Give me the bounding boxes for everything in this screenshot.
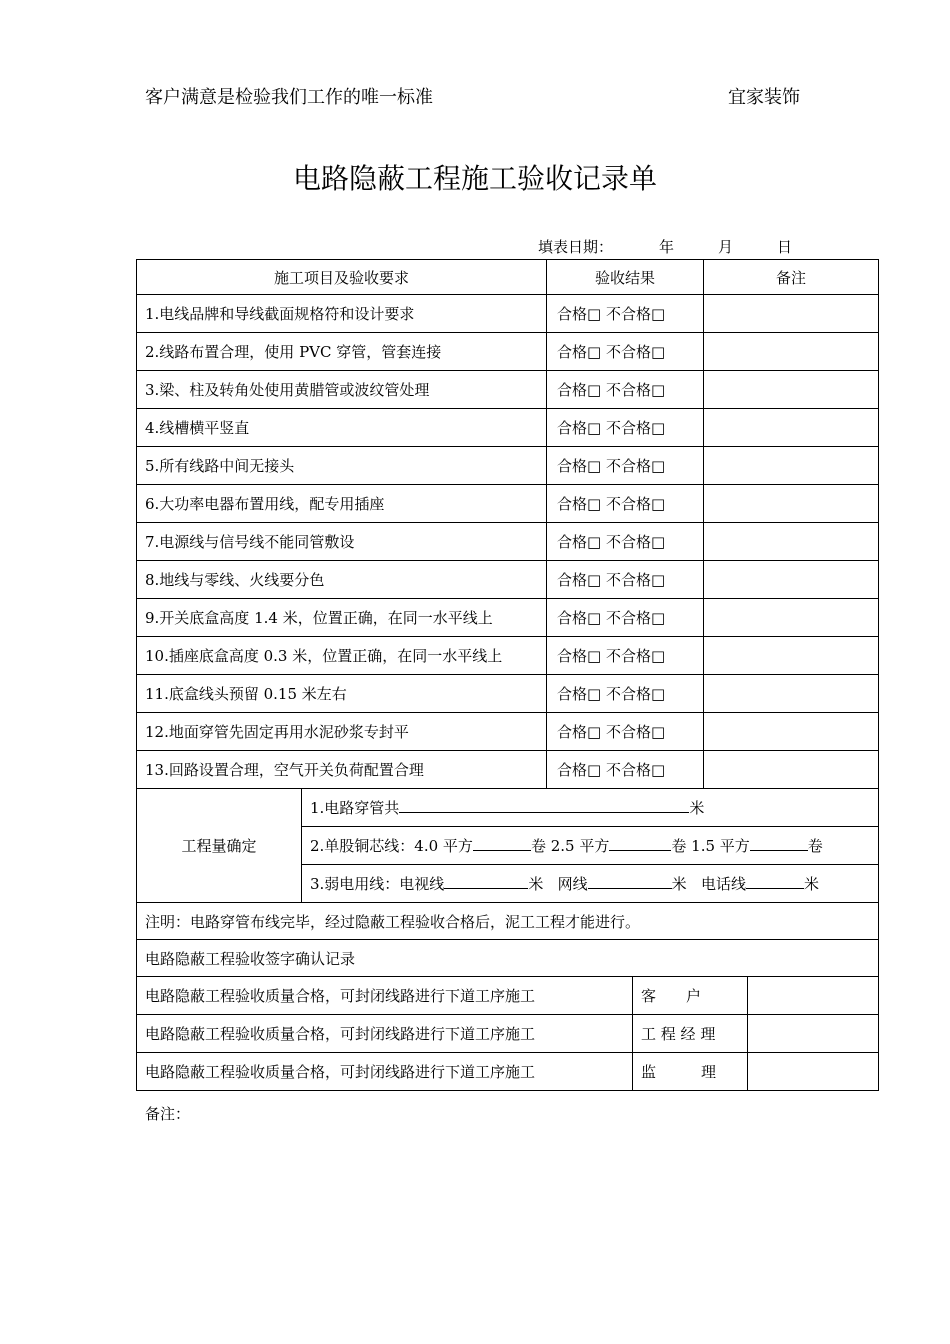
table-row <box>137 485 879 523</box>
item-result-checkboxes[interactable]: 合格□ 不合格□ <box>547 561 704 599</box>
table-row <box>137 371 879 409</box>
item-remark-cell[interactable] <box>704 523 879 561</box>
item-remark-cell[interactable] <box>704 447 879 485</box>
sign-row <box>137 1053 879 1091</box>
inspection-table <box>136 259 879 1091</box>
item-remark-cell[interactable] <box>704 637 879 675</box>
item-result-checkboxes[interactable]: 合格□ 不合格□ <box>547 675 704 713</box>
wire-4mm-blank[interactable] <box>473 835 531 851</box>
signature-cell[interactable] <box>748 1015 879 1053</box>
table-row <box>137 333 879 371</box>
wire-1-5mm-blank[interactable] <box>750 835 808 851</box>
date-year-label: 年 <box>659 238 675 256</box>
item-remark-cell[interactable] <box>704 485 879 523</box>
header-result: 验收结果 <box>547 260 704 295</box>
item-remark-cell[interactable] <box>704 599 879 637</box>
phone-wire-blank[interactable] <box>746 873 804 889</box>
item-requirement: 6.大功率电器布置用线，配专用插座 <box>137 485 547 523</box>
sign-body <box>137 977 879 1091</box>
weak-wire-label: 3.弱电用线：电视线 <box>310 875 445 893</box>
fill-date-label: 填表日期： <box>538 238 614 256</box>
sign-row <box>137 977 879 1015</box>
fill-date-row <box>538 236 792 257</box>
copper-wire-label: 2.单股铜芯线：4.0 平方 <box>310 837 473 855</box>
pipe-label: 1.电路穿管共 <box>310 799 400 817</box>
wire-2-5mm-unit: 卷 <box>671 837 687 855</box>
network-wire-unit: 米 <box>671 875 687 893</box>
item-requirement: 5.所有线路中间无接头 <box>137 447 547 485</box>
sign-role: 客 户 <box>633 977 748 1015</box>
signature-cell[interactable] <box>748 977 879 1015</box>
quantity-line-1 <box>302 789 879 827</box>
item-remark-cell[interactable] <box>704 295 879 333</box>
sign-title-row <box>137 940 879 977</box>
item-requirement: 11.底盒线头预留 0.15 米左右 <box>137 675 547 713</box>
item-result-checkboxes[interactable]: 合格□ 不合格□ <box>547 637 704 675</box>
wire-4mm-unit: 卷 <box>530 837 546 855</box>
item-result-checkboxes[interactable]: 合格□ 不合格□ <box>547 713 704 751</box>
note-text: 注明：电路穿管布线完毕，经过隐蔽工程验收合格后，泥工工程才能进行。 <box>137 903 879 940</box>
signature-cell[interactable] <box>748 1053 879 1091</box>
item-requirement: 4.线槽横平竖直 <box>137 409 547 447</box>
header-company: 宜家装饰 <box>728 87 800 108</box>
item-remark-cell[interactable] <box>704 675 879 713</box>
item-requirement: 12.地面穿管先固定再用水泥砂浆专封平 <box>137 713 547 751</box>
tv-wire-blank[interactable] <box>444 873 528 889</box>
item-result-checkboxes[interactable]: 合格□ 不合格□ <box>547 295 704 333</box>
table-row <box>137 447 879 485</box>
table-row <box>137 599 879 637</box>
table-row <box>137 409 879 447</box>
network-wire-blank[interactable] <box>588 873 672 889</box>
item-requirement: 8.地线与零线、火线要分色 <box>137 561 547 599</box>
sign-statement: 电路隐蔽工程验收质量合格，可封闭线路进行下道工序施工 <box>137 1015 633 1053</box>
pipe-length-blank[interactable] <box>399 797 689 813</box>
item-result-checkboxes[interactable]: 合格□ 不合格□ <box>547 751 704 789</box>
item-result-checkboxes[interactable]: 合格□ 不合格□ <box>547 599 704 637</box>
table-row <box>137 751 879 789</box>
network-wire-label: 网线 <box>557 875 588 893</box>
item-remark-cell[interactable] <box>704 751 879 789</box>
item-remark-cell[interactable] <box>704 371 879 409</box>
table-header-row <box>137 260 879 295</box>
quantity-row-1 <box>137 789 879 827</box>
sign-row <box>137 1015 879 1053</box>
table-row <box>137 637 879 675</box>
wire-1-5mm-label: 1.5 平方 <box>691 837 750 855</box>
item-requirement: 9.开关底盒高度 1.4 米，位置正确，在同一水平线上 <box>137 599 547 637</box>
item-remark-cell[interactable] <box>704 561 879 599</box>
footer-remark: 备注： <box>145 1105 191 1123</box>
quantity-line-2 <box>302 827 879 865</box>
note-row <box>137 903 879 940</box>
item-requirement: 2.线路布置合理，使用 PVC 穿管，管套连接 <box>137 333 547 371</box>
wire-1-5mm-unit: 卷 <box>807 837 823 855</box>
phone-wire-label: 电话线 <box>700 875 746 893</box>
item-remark-cell[interactable] <box>704 409 879 447</box>
item-requirement: 3.梁、柱及转角处使用黄腊管或波纹管处理 <box>137 371 547 409</box>
quantity-label: 工程量确定 <box>137 789 302 903</box>
wire-2-5mm-blank[interactable] <box>609 835 671 851</box>
sign-role: 工 程 经 理 <box>633 1015 748 1053</box>
phone-wire-unit: 米 <box>804 875 820 893</box>
item-result-checkboxes[interactable]: 合格□ 不合格□ <box>547 371 704 409</box>
page-title: 电路隐蔽工程施工验收记录单 <box>292 162 657 195</box>
sign-title: 电路隐蔽工程验收签字确认记录 <box>137 940 879 977</box>
item-result-checkboxes[interactable]: 合格□ 不合格□ <box>547 485 704 523</box>
item-result-checkboxes[interactable]: 合格□ 不合格□ <box>547 523 704 561</box>
date-day-label: 日 <box>777 238 793 256</box>
header-project: 施工项目及验收要求 <box>137 260 547 295</box>
item-result-checkboxes[interactable]: 合格□ 不合格□ <box>547 333 704 371</box>
quantity-line-3 <box>302 865 879 903</box>
sign-role: 监 理 <box>633 1053 748 1091</box>
item-remark-cell[interactable] <box>704 713 879 751</box>
date-month-label: 月 <box>718 238 734 256</box>
items-body <box>137 295 879 789</box>
tv-wire-unit: 米 <box>528 875 544 893</box>
header-motto: 客户满意是检验我们工作的唯一标准 <box>145 87 433 108</box>
item-requirement: 7.电源线与信号线不能同管敷设 <box>137 523 547 561</box>
sign-statement: 电路隐蔽工程验收质量合格，可封闭线路进行下道工序施工 <box>137 1053 633 1091</box>
item-result-checkboxes[interactable]: 合格□ 不合格□ <box>547 409 704 447</box>
item-requirement: 10.插座底盒高度 0.3 米，位置正确，在同一水平线上 <box>137 637 547 675</box>
table-row <box>137 561 879 599</box>
item-requirement: 1.电线品牌和导线截面规格符和设计要求 <box>137 295 547 333</box>
item-remark-cell[interactable] <box>704 333 879 371</box>
sign-statement: 电路隐蔽工程验收质量合格，可封闭线路进行下道工序施工 <box>137 977 633 1015</box>
table-row <box>137 713 879 751</box>
item-requirement: 13.回路设置合理，空气开关负荷配置合理 <box>137 751 547 789</box>
table-row <box>137 523 879 561</box>
table-row <box>137 295 879 333</box>
header-remark: 备注 <box>704 260 879 295</box>
pipe-unit: 米 <box>689 799 705 817</box>
table-row <box>137 675 879 713</box>
item-result-checkboxes[interactable]: 合格□ 不合格□ <box>547 447 704 485</box>
wire-2-5mm-label: 2.5 平方 <box>550 837 610 855</box>
